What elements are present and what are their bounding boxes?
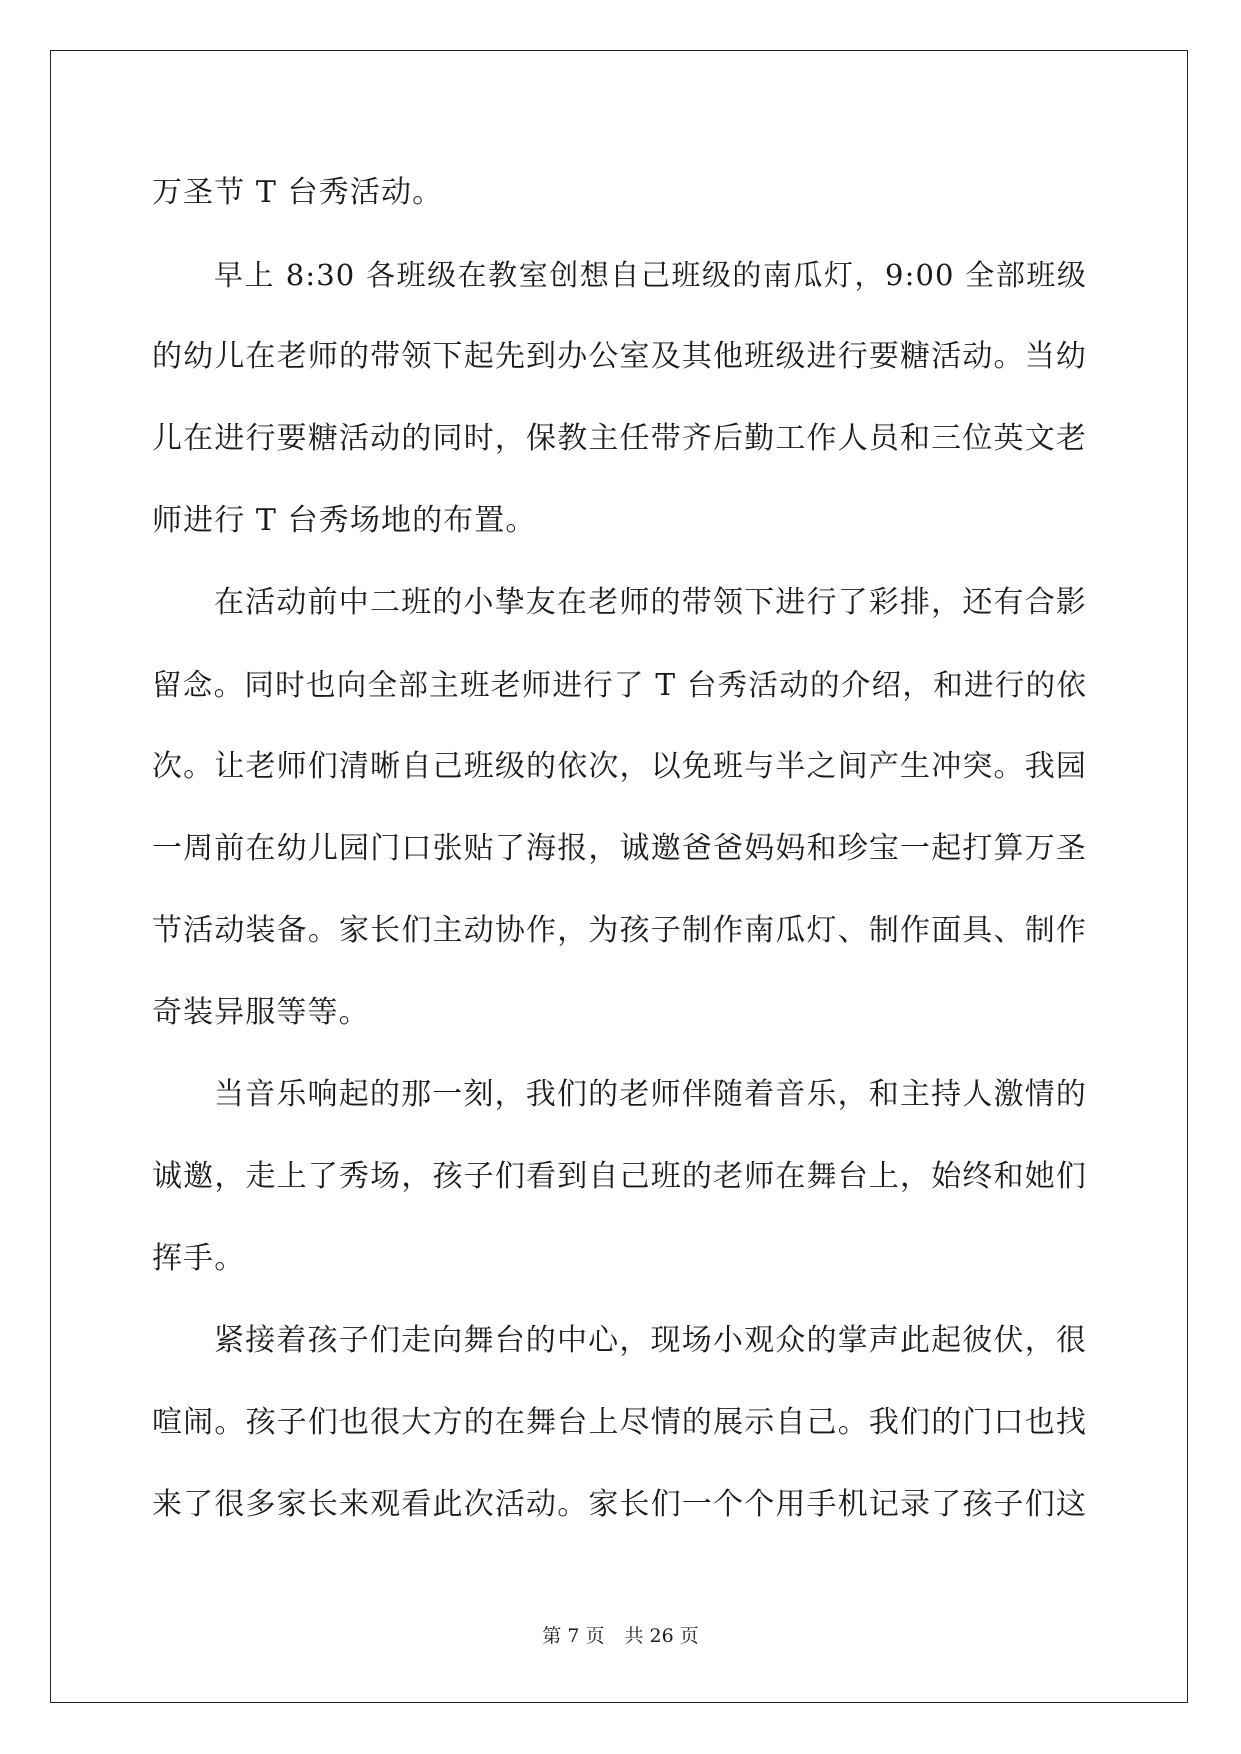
text-line: 当音乐响起的那一刻，我们的老师伴随着音乐，和主持人激情的 bbox=[214, 1077, 1087, 1112]
text-line: 喧闹。孩子们也很大方的在舞台上尽情的展示自己。我们的门口也找 bbox=[152, 1405, 1087, 1440]
text-line: 一周前在幼儿园门口张贴了海报，诚邀爸爸妈妈和珍宝一起打算万圣 bbox=[152, 831, 1087, 866]
text-line: 紧接着孩子们走向舞台的中心，现场小观众的掌声此起彼伏，很 bbox=[214, 1323, 1087, 1358]
text-line: 万圣节 T 台秀活动。 bbox=[152, 175, 444, 210]
text-line: 诚邀，走上了秀场，孩子们看到自己班的老师在舞台上，始终和她们 bbox=[152, 1159, 1087, 1194]
page-number: 第 7 页 bbox=[542, 1625, 605, 1647]
text-line: 奇装异服等等。 bbox=[152, 995, 370, 1030]
text-line: 的幼儿在老师的带领下起先到办公室及其他班级进行要糖活动。当幼 bbox=[152, 339, 1087, 374]
text-line: 来了很多家长来观看此次活动。家长们一个个用手机记录了孩子们这 bbox=[152, 1487, 1087, 1522]
text-line: 在活动前中二班的小挚友在老师的带领下进行了彩排，还有合影 bbox=[214, 585, 1087, 620]
text-line: 早上 8:30 各班级在教室创想自己班级的南瓜灯，9:00 全部班级 bbox=[214, 258, 1087, 292]
text-line: 儿在进行要糖活动的同时，保教主任带齐后勤工作人员和三位英文老 bbox=[152, 421, 1087, 456]
page-footer bbox=[0, 1624, 1241, 1648]
document-body bbox=[152, 152, 1087, 1546]
text-line: 师进行 T 台秀场地的布置。 bbox=[152, 503, 537, 538]
text-line: 留念。同时也向全部主班老师进行了 T 台秀活动的介绍，和进行的依 bbox=[152, 668, 1087, 702]
page-total: 共 26 页 bbox=[624, 1625, 699, 1647]
text-line: 挥手。 bbox=[152, 1241, 246, 1276]
text-line: 次。让老师们清晰自己班级的依次，以免班与半之间产生冲突。我园 bbox=[152, 749, 1087, 784]
text-line: 节活动装备。家长们主动协作，为孩子制作南瓜灯、制作面具、制作 bbox=[152, 913, 1087, 948]
